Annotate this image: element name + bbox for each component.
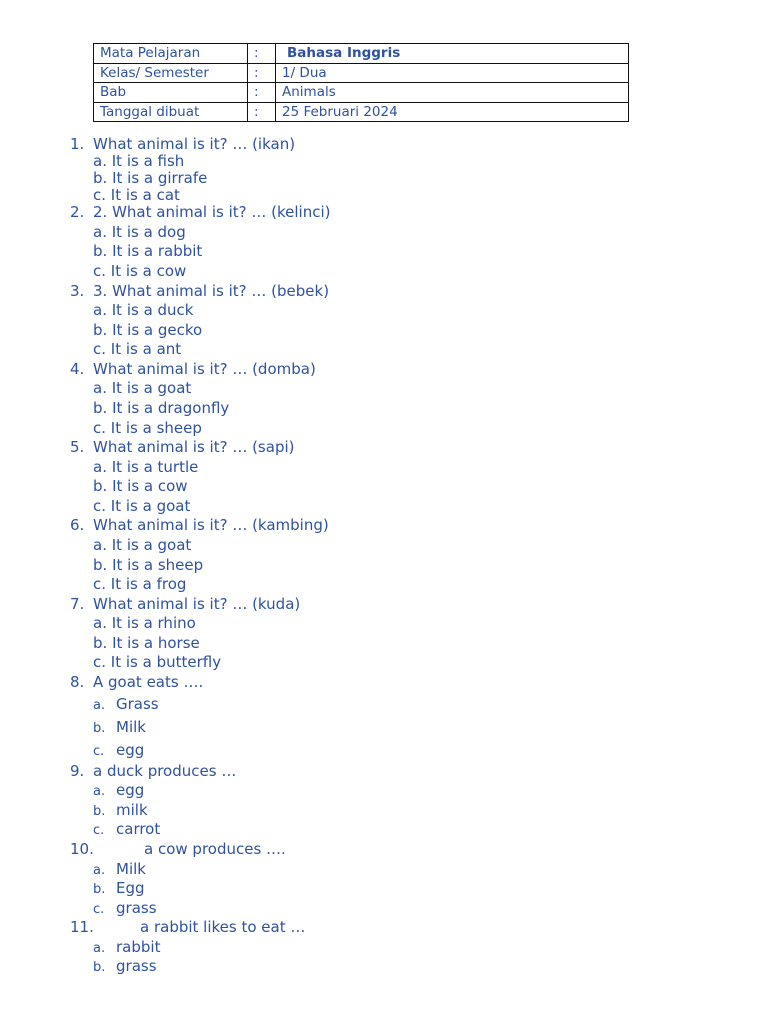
option-text: It is a sheep bbox=[112, 556, 204, 574]
option-letter: b. bbox=[93, 321, 108, 339]
question-number: 9. bbox=[70, 762, 85, 780]
option-letter: b. bbox=[93, 242, 108, 260]
option bbox=[93, 186, 180, 204]
question-number: 8. bbox=[70, 673, 85, 691]
option-letter: b. bbox=[93, 804, 106, 819]
option-text: It is a turtle bbox=[111, 458, 199, 476]
option bbox=[93, 653, 221, 671]
option-letter: b. bbox=[93, 634, 108, 652]
option-text: egg bbox=[116, 741, 145, 759]
info-label: Bab bbox=[94, 83, 248, 103]
option-text: It is a fish bbox=[111, 152, 185, 170]
question-number: 6. bbox=[70, 516, 85, 534]
option-letter: a. bbox=[93, 152, 107, 170]
info-value: Bahasa Inggris bbox=[276, 44, 629, 64]
option bbox=[93, 614, 196, 632]
option-letter: a. bbox=[93, 458, 107, 476]
option bbox=[93, 536, 191, 554]
option-text: It is a butterfly bbox=[110, 653, 222, 671]
option bbox=[93, 556, 203, 574]
option bbox=[93, 321, 202, 339]
question-9 bbox=[70, 762, 236, 780]
option-text: It is a cow bbox=[112, 477, 188, 495]
option bbox=[93, 458, 198, 476]
option bbox=[93, 223, 186, 241]
option-letter: a. bbox=[93, 698, 106, 713]
option bbox=[93, 169, 207, 187]
option bbox=[93, 899, 157, 917]
question-text: a rabbit likes to eat … bbox=[140, 918, 306, 936]
option-letter: a. bbox=[93, 379, 107, 397]
option-letter: a. bbox=[93, 863, 106, 878]
option-text: It is a cow bbox=[110, 262, 187, 280]
option bbox=[93, 879, 145, 897]
question-text: What animal is it? … (domba) bbox=[93, 360, 316, 378]
option-letter: c. bbox=[93, 419, 107, 437]
option-text: It is a ant bbox=[110, 340, 182, 358]
option-text: It is a frog bbox=[110, 575, 187, 593]
option-text: milk bbox=[116, 801, 148, 819]
question-text: What animal is it? … (kuda) bbox=[93, 595, 301, 613]
question-text: 3. What animal is it? … (bebek) bbox=[93, 282, 330, 300]
question-text: 2. What animal is it? … (kelinci) bbox=[93, 203, 331, 221]
question-11 bbox=[70, 918, 305, 936]
option-text: Milk bbox=[116, 860, 146, 878]
option-text: It is a dog bbox=[111, 223, 186, 241]
info-row bbox=[94, 44, 629, 64]
option-letter: a. bbox=[93, 941, 106, 956]
option-letter: b. bbox=[93, 399, 108, 417]
option-text: Egg bbox=[116, 879, 145, 897]
option bbox=[93, 152, 184, 170]
option-letter: b. bbox=[93, 477, 108, 495]
option bbox=[93, 860, 146, 878]
option bbox=[93, 419, 202, 437]
question-text: What animal is it? … (kambing) bbox=[93, 516, 329, 534]
option-text: It is a goat bbox=[111, 379, 192, 397]
option bbox=[93, 477, 188, 495]
info-value: 1/ Dua bbox=[276, 63, 629, 83]
option-text: It is a rabbit bbox=[112, 242, 203, 260]
option-text: Grass bbox=[116, 695, 159, 713]
option bbox=[93, 399, 229, 417]
option-text: It is a gecko bbox=[112, 321, 203, 339]
question-10 bbox=[70, 840, 286, 858]
option-text: It is a sheep bbox=[110, 419, 202, 437]
option bbox=[93, 741, 144, 759]
option bbox=[93, 957, 157, 975]
question-text: A goat eats …. bbox=[93, 673, 204, 691]
option bbox=[93, 695, 159, 713]
option bbox=[93, 497, 190, 515]
question-number: 3. bbox=[70, 282, 85, 300]
option-letter: b. bbox=[93, 882, 106, 897]
question-number: 11. bbox=[70, 918, 94, 936]
option-text: egg bbox=[116, 781, 145, 799]
option-letter: c. bbox=[93, 902, 105, 917]
option bbox=[93, 801, 148, 819]
option-letter: c. bbox=[93, 340, 107, 358]
option bbox=[93, 340, 181, 358]
info-row bbox=[94, 102, 629, 122]
option-text: It is a goat bbox=[111, 536, 192, 554]
option-text: grass bbox=[116, 899, 157, 917]
question-number: 1. bbox=[70, 135, 85, 153]
question-number: 5. bbox=[70, 438, 85, 456]
info-separator: : bbox=[248, 63, 276, 83]
option bbox=[93, 718, 146, 736]
option-letter: a. bbox=[93, 614, 107, 632]
option-letter: a. bbox=[93, 301, 107, 319]
option-letter: c. bbox=[93, 744, 105, 759]
option bbox=[93, 262, 186, 280]
option-text: It is a horse bbox=[112, 634, 200, 652]
option-text: It is a rhino bbox=[111, 614, 196, 632]
info-label: Tanggal dibuat bbox=[94, 102, 248, 122]
info-row bbox=[94, 63, 629, 83]
option-letter: b. bbox=[93, 960, 106, 975]
option-letter: c. bbox=[93, 653, 107, 671]
option bbox=[93, 781, 144, 799]
question-3 bbox=[70, 282, 329, 300]
option-text: It is a dragonfly bbox=[112, 399, 230, 417]
option-letter: c. bbox=[93, 823, 105, 838]
question-number: 10. bbox=[70, 840, 94, 858]
question-4 bbox=[70, 360, 316, 378]
option-letter: c. bbox=[93, 497, 107, 515]
question-6 bbox=[70, 516, 329, 534]
option-letter: a. bbox=[93, 536, 107, 554]
option-text: carrot bbox=[116, 820, 161, 838]
info-separator: : bbox=[248, 44, 276, 64]
option-letter: b. bbox=[93, 169, 108, 187]
question-2 bbox=[70, 203, 331, 221]
question-number: 7. bbox=[70, 595, 85, 613]
option bbox=[93, 575, 186, 593]
option-letter: c. bbox=[93, 186, 107, 204]
option bbox=[93, 379, 191, 397]
option-letter: b. bbox=[93, 556, 108, 574]
question-text: What animal is it? … (sapi) bbox=[93, 438, 295, 456]
subject-info-table bbox=[93, 43, 629, 122]
info-label: Kelas/ Semester bbox=[94, 63, 248, 83]
option-text: It is a cat bbox=[110, 186, 180, 204]
info-row bbox=[94, 83, 629, 103]
question-text: a cow produces …. bbox=[144, 840, 286, 858]
option-text: grass bbox=[116, 957, 157, 975]
option-letter: c. bbox=[93, 575, 107, 593]
question-8 bbox=[70, 673, 203, 691]
question-text: a duck produces … bbox=[93, 762, 237, 780]
info-value: 25 Februari 2024 bbox=[276, 102, 629, 122]
option bbox=[93, 634, 200, 652]
question-5 bbox=[70, 438, 294, 456]
option-letter: a. bbox=[93, 784, 106, 799]
info-separator: : bbox=[248, 102, 276, 122]
option-text: Milk bbox=[116, 718, 146, 736]
option-text: It is a duck bbox=[111, 301, 194, 319]
question-number: 4. bbox=[70, 360, 85, 378]
option-text: It is a goat bbox=[110, 497, 191, 515]
question-1 bbox=[70, 135, 295, 153]
option-text: It is a girrafe bbox=[112, 169, 208, 187]
info-value: Animals bbox=[276, 83, 629, 103]
option-letter: c. bbox=[93, 262, 107, 280]
question-text: What animal is it? … (ikan) bbox=[93, 135, 296, 153]
info-label: Mata Pelajaran bbox=[94, 44, 248, 64]
info-separator: : bbox=[248, 83, 276, 103]
option-letter: b. bbox=[93, 721, 106, 736]
option bbox=[93, 820, 160, 838]
question-7 bbox=[70, 595, 300, 613]
option-letter: a. bbox=[93, 223, 107, 241]
option bbox=[93, 242, 202, 260]
option bbox=[93, 301, 194, 319]
option-text: rabbit bbox=[116, 938, 161, 956]
question-number: 2. bbox=[70, 203, 85, 221]
option bbox=[93, 938, 160, 956]
